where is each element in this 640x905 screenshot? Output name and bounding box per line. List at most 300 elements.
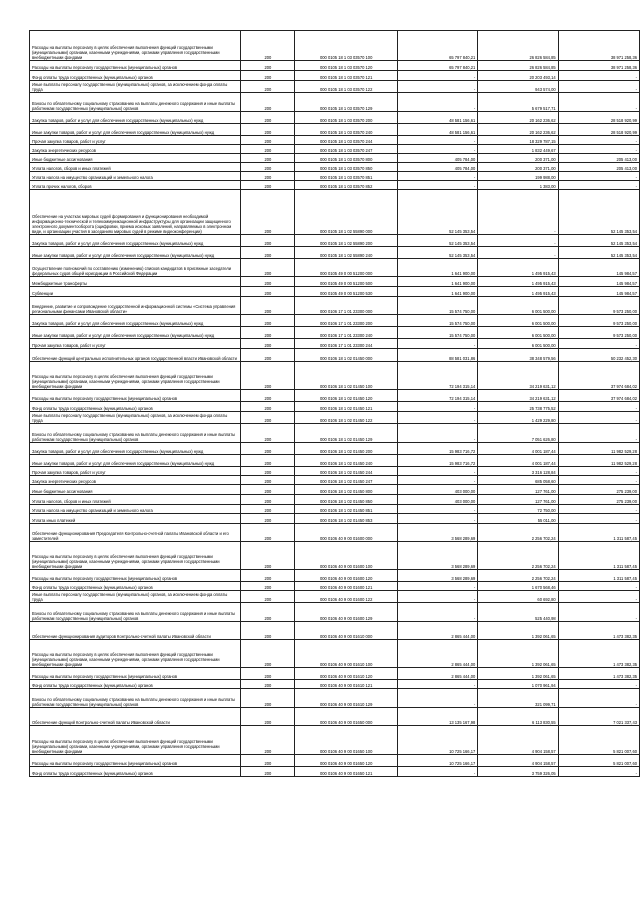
row-classification-code: 000 0106 40 9 00 01610 129	[295, 689, 397, 708]
row-name: Обеспечение функций Контрольно-счетной палаты Ивановской области	[30, 708, 241, 726]
row-name: Расходы на выплаты персоналу в целях обеспечения выполнения функций государственными (муниципальными) органами, казенными учреждениями, органами управления государственными внебюджетными фондами	[30, 362, 241, 390]
row-classification-code: 000 0105 49 0 00 51200 530	[295, 287, 397, 297]
row-approved-value: -	[397, 424, 477, 443]
row-unexecuted-value: 145 984,57	[558, 277, 639, 287]
row-executed-value: 127 761,00	[478, 485, 558, 495]
row-name: Расходы на выплаты персоналу в целях обеспечения выполнения функций государственными (муниципальными) органами, казенными учреждениями, органами управления государственными внебюджетными фондами	[30, 542, 241, 570]
row-unexecuted-value: 5 821 007,60	[558, 726, 639, 755]
row-line-code: 200	[241, 172, 295, 181]
row-classification-code: 000 0105 18 1 02 55890 200	[295, 235, 397, 247]
row-classification-code: 000 0106 18 1 02 01450 120	[295, 390, 397, 402]
table-row	[30, 145, 640, 154]
row-line-code: 200	[241, 485, 295, 495]
row-name: Закупка энергетических ресурсов	[30, 145, 241, 154]
row-name: Внедрение, развитие и сопровождение государственной информационной системы «Система управления региональными финансами Ивановской области»	[30, 297, 241, 315]
row-approved-value: 405 784,00	[397, 163, 477, 172]
row-line-code: 200	[241, 424, 295, 443]
row-line-code: 200	[241, 71, 295, 81]
row-classification-code: 000 0106 18 1 02 01450 100	[295, 362, 397, 390]
table-row	[30, 190, 640, 235]
row-line-code: 200	[241, 349, 295, 362]
row-name: Обеспечение на участках мировых судей формирования и функционирования необходимой информационно-технической и телекоммуникационной инфраструктуры для организации защищенного электронного документооборота (оцифровки, приема исковых заявлений, направляемых в электронном виде, и организации участия в заседаниях мировых судей в режиме видеоконференции)	[30, 190, 241, 235]
row-line-code: 200	[241, 181, 295, 190]
row-name: Расходы на выплаты персоналу в целях обеспечения выполнения функций государственными (муниципальными) органами, казенными учреждениями, органами управления государственными внебюджетными фондами	[30, 640, 241, 668]
row-name: Осуществление полномочий по составлению (изменению) списков кандидатов в присяжные заседатели федеральных судов общей юрисдикции в Российской Федерации	[30, 259, 241, 277]
row-name: Расходы на выплаты персоналу государственных (муниципальных) органов	[30, 570, 241, 582]
row-classification-code: 000 0106 40 9 00 01650 100	[295, 726, 397, 755]
row-classification-code: 000 0106 40 9 00 01600 100	[295, 542, 397, 570]
row-line-code: 200	[241, 412, 295, 424]
row-unexecuted-value: 145 984,57	[558, 287, 639, 297]
row-approved-value: -	[397, 412, 477, 424]
row-name: Прочая закупка товаров, работ и услуг	[30, 467, 241, 476]
row-executed-value: 6 001 500,00	[478, 297, 558, 315]
row-line-code: 200	[241, 443, 295, 455]
row-executed-value: 72 750,00	[478, 505, 558, 514]
row-line-code: 200	[241, 362, 295, 390]
row-name: Расходы на выплаты персоналу в целях обеспечения выполнения функций государственными (муниципальными) органами, казенными учреждениями, органами управления государственными внебюджетными фондами	[30, 31, 241, 61]
row-name: Уплата налога на имущество организаций и земельного налога	[30, 505, 241, 514]
row-unexecuted-value: 275 239,00	[558, 485, 639, 495]
row-classification-code: 000 0105 18 1 03 03570 247	[295, 145, 397, 154]
row-executed-value: 4 904 158,57	[478, 726, 558, 755]
row-line-code: 200	[241, 190, 295, 235]
row-line-code: 200	[241, 467, 295, 476]
table-row	[30, 315, 640, 327]
row-executed-value: 1 495 915,43	[478, 287, 558, 297]
row-unexecuted-value: 37 974 684,02	[558, 362, 639, 390]
row-executed-value: 1 495 915,43	[478, 259, 558, 277]
table-row	[30, 755, 640, 767]
row-line-code: 200	[241, 235, 295, 247]
row-unexecuted-value: -	[558, 81, 639, 93]
row-unexecuted-value: -	[558, 680, 639, 689]
table-row	[30, 455, 640, 467]
row-approved-value: 403 000,00	[397, 495, 477, 505]
row-name: Закупка товаров, работ и услуг для обеспечения государственных (муниципальных) нужд	[30, 235, 241, 247]
row-name: Фонд оплаты труда государственных (муниципальных) органов	[30, 767, 241, 777]
row-unexecuted-value: 28 518 920,99	[558, 112, 639, 124]
row-classification-code: 000 0106 18 1 02 01450 800	[295, 485, 397, 495]
row-approved-value: 52 145 353,54	[397, 235, 477, 247]
row-approved-value: -	[397, 476, 477, 485]
row-unexecuted-value: 38 971 258,36	[558, 31, 639, 61]
row-approved-value: -	[397, 582, 477, 591]
row-executed-value: 199 988,00	[478, 172, 558, 181]
row-executed-value: 1 392 061,65	[478, 640, 558, 668]
row-name: Фонд оплаты труда государственных (муниципальных) органов	[30, 680, 241, 689]
row-executed-value: 1 832 449,67	[478, 145, 558, 154]
row-approved-value: -	[397, 603, 477, 622]
row-line-code: 200	[241, 287, 295, 297]
row-approved-value: -	[397, 71, 477, 81]
table-row	[30, 591, 640, 603]
row-unexecuted-value: 1 311 587,45	[558, 542, 639, 570]
row-approved-value: 15 574 750,00	[397, 315, 477, 327]
table-row	[30, 61, 640, 71]
row-classification-code: 000 0106 40 9 00 01650 000	[295, 708, 397, 726]
row-unexecuted-value: 52 145 353,54	[558, 190, 639, 235]
row-line-code: 200	[241, 259, 295, 277]
row-line-code: 200	[241, 136, 295, 145]
row-name: Иные закупки товаров, работ и услуг для обеспечения государственных (муниципальных) нужд	[30, 247, 241, 259]
row-unexecuted-value: -	[558, 514, 639, 524]
row-unexecuted-value: -	[558, 339, 639, 349]
row-classification-code: 000 0106 40 9 00 01610 121	[295, 680, 397, 689]
row-approved-value: -	[397, 767, 477, 777]
row-unexecuted-value: 37 974 684,02	[558, 390, 639, 402]
row-line-code: 200	[241, 495, 295, 505]
row-classification-code: 000 0106 17 1 01 23300 000	[295, 297, 397, 315]
table-row	[30, 668, 640, 680]
row-classification-code: 000 0105 18 1 03 03570 851	[295, 172, 397, 181]
row-unexecuted-value: -	[558, 689, 639, 708]
table-row	[30, 235, 640, 247]
row-unexecuted-value: -	[558, 582, 639, 591]
row-line-code: 200	[241, 93, 295, 112]
table-row	[30, 112, 640, 124]
table-row	[30, 640, 640, 668]
row-classification-code: 000 0105 18 1 03 03570 852	[295, 181, 397, 190]
row-line-code: 200	[241, 390, 295, 402]
row-approved-value: -	[397, 339, 477, 349]
row-approved-value: 15 574 750,00	[397, 297, 477, 315]
row-approved-value: 48 581 156,61	[397, 124, 477, 136]
row-line-code: 200	[241, 455, 295, 467]
row-unexecuted-value: 9 573 250,00	[558, 327, 639, 339]
table-row	[30, 443, 640, 455]
row-executed-value: 1 392 061,65	[478, 622, 558, 640]
row-executed-value: 60 692,80	[478, 591, 558, 603]
row-classification-code: 000 0105 18 1 03 03570 800	[295, 154, 397, 163]
row-classification-code: 000 0106 18 1 02 01450 000	[295, 349, 397, 362]
row-name: Прочая закупка товаров, работ и услуг	[30, 136, 241, 145]
row-line-code: 200	[241, 31, 295, 61]
row-line-code: 200	[241, 112, 295, 124]
row-unexecuted-value: -	[558, 476, 639, 485]
table-row	[30, 582, 640, 591]
row-approved-value: 13 135 167,98	[397, 708, 477, 726]
row-approved-value: -	[397, 591, 477, 603]
row-approved-value: 3 568 289,69	[397, 570, 477, 582]
row-line-code: 200	[241, 603, 295, 622]
row-executed-value: 34 219 631,12	[478, 390, 558, 402]
row-approved-value: 405 784,00	[397, 154, 477, 163]
row-unexecuted-value: 38 971 258,36	[558, 61, 639, 71]
row-name: Фонд оплаты труда государственных (муниципальных) органов	[30, 582, 241, 591]
table-row	[30, 362, 640, 390]
row-executed-value: 7 051 626,80	[478, 424, 558, 443]
row-classification-code: 000 0105 18 1 03 03570 244	[295, 136, 397, 145]
row-line-code: 200	[241, 297, 295, 315]
row-executed-value: 127 761,00	[478, 495, 558, 505]
row-name: Иные выплаты персоналу государственных (муниципальных) органов, за исключением фонда оплаты труда	[30, 412, 241, 424]
row-unexecuted-value: -	[558, 402, 639, 412]
row-approved-value: -	[397, 136, 477, 145]
row-name: Расходы на выплаты персоналу государственных (муниципальных) органов	[30, 390, 241, 402]
row-line-code: 200	[241, 767, 295, 777]
table-row	[30, 485, 640, 495]
row-executed-value: 4 001 187,44	[478, 443, 558, 455]
row-classification-code: 000 0106 40 9 00 01610 000	[295, 622, 397, 640]
table-row	[30, 424, 640, 443]
row-approved-value: 15 983 716,72	[397, 455, 477, 467]
row-executed-value: -	[478, 247, 558, 259]
row-line-code: 200	[241, 163, 295, 172]
row-classification-code: 000 0105 18 1 02 55890 000	[295, 190, 397, 235]
row-name: Закупка товаров, работ и услуг для обеспечения государственных (муниципальных) нужд	[30, 315, 241, 327]
row-executed-value: 1 670 568,46	[478, 582, 558, 591]
row-classification-code: 000 0106 18 1 02 01450 850	[295, 495, 397, 505]
table-row	[30, 181, 640, 190]
row-unexecuted-value: -	[558, 145, 639, 154]
row-line-code: 200	[241, 315, 295, 327]
row-executed-value: 3 316 128,84	[478, 467, 558, 476]
row-classification-code: 000 0106 40 9 00 01600 000	[295, 524, 397, 542]
row-approved-value: 10 725 166,17	[397, 755, 477, 767]
table-row	[30, 172, 640, 181]
row-executed-value: -	[478, 235, 558, 247]
row-classification-code: 000 0105 18 1 03 03570 200	[295, 112, 397, 124]
row-approved-value: 15 983 716,72	[397, 443, 477, 455]
row-line-code: 200	[241, 277, 295, 287]
row-unexecuted-value: 52 145 353,54	[558, 235, 639, 247]
row-approved-value: -	[397, 93, 477, 112]
row-name: Уплата иных платежей	[30, 514, 241, 524]
row-line-code: 200	[241, 755, 295, 767]
row-executed-value: 26 826 584,85	[478, 61, 558, 71]
row-line-code: 200	[241, 591, 295, 603]
row-approved-value: 65 797 840,21	[397, 61, 477, 71]
row-executed-value: 6 001 500,00	[478, 339, 558, 349]
row-executed-value: 2 256 702,24	[478, 570, 558, 582]
expenditure-table-body	[30, 31, 640, 777]
row-approved-value: 52 145 353,54	[397, 190, 477, 235]
row-line-code: 200	[241, 81, 295, 93]
table-row	[30, 476, 640, 485]
row-name: Закупка товаров, работ и услуг для обеспечения государственных (муниципальных) нужд	[30, 112, 241, 124]
row-name: Расходы на выплаты персоналу государственных (муниципальных) органов	[30, 755, 241, 767]
row-classification-code: 000 0105 18 1 03 03570 240	[295, 124, 397, 136]
row-approved-value: 48 581 156,61	[397, 112, 477, 124]
row-line-code: 200	[241, 726, 295, 755]
row-classification-code: 000 0105 18 1 03 03570 850	[295, 163, 397, 172]
row-executed-value: 3 759 326,05	[478, 767, 558, 777]
row-executed-value: 943 574,00	[478, 81, 558, 93]
row-unexecuted-value: 1 311 587,45	[558, 524, 639, 542]
row-classification-code: 000 0106 40 9 00 01610 120	[295, 668, 397, 680]
row-unexecuted-value: 7 021 337,43	[558, 708, 639, 726]
row-unexecuted-value: -	[558, 181, 639, 190]
row-name: Уплата налогов, сборов и иных платежей	[30, 163, 241, 172]
row-unexecuted-value: -	[558, 505, 639, 514]
row-unexecuted-value: -	[558, 412, 639, 424]
table-row	[30, 349, 640, 362]
row-unexecuted-value: 145 984,57	[558, 259, 639, 277]
row-name: Закупка товаров, работ и услуг для обеспечения государственных (муниципальных) нужд	[30, 443, 241, 455]
row-classification-code: 000 0106 18 1 02 01450 240	[295, 455, 397, 467]
row-name: Расходы на выплаты персоналу государственных (муниципальных) органов	[30, 61, 241, 71]
table-row	[30, 136, 640, 145]
row-unexecuted-value: 205 413,00	[558, 154, 639, 163]
row-classification-code: 000 0106 18 1 02 01450 853	[295, 514, 397, 524]
row-unexecuted-value: -	[558, 136, 639, 145]
row-name: Закупка энергетических ресурсов	[30, 476, 241, 485]
row-name: Иные закупки товаров, работ и услуг для обеспечения государственных (муниципальных) нужд	[30, 124, 241, 136]
row-approved-value: 88 581 031,86	[397, 349, 477, 362]
row-line-code: 200	[241, 524, 295, 542]
row-executed-value: 525 440,98	[478, 603, 558, 622]
table-row	[30, 71, 640, 81]
row-approved-value: -	[397, 145, 477, 154]
table-row	[30, 390, 640, 402]
row-classification-code: 000 0105 18 1 02 55890 240	[295, 247, 397, 259]
row-approved-value: 72 194 315,14	[397, 362, 477, 390]
row-approved-value: 10 725 166,17	[397, 726, 477, 755]
row-classification-code: 000 0105 49 0 00 51200 000	[295, 259, 397, 277]
row-classification-code: 000 0106 18 1 02 01450 122	[295, 412, 397, 424]
row-name: Расходы на выплаты персоналу в целях обеспечения выполнения функций государственными (муниципальными) органами, казенными учреждениями, органами управления государственными внебюджетными фондами	[30, 726, 241, 755]
table-row	[30, 259, 640, 277]
row-approved-value: -	[397, 172, 477, 181]
row-name: Уплата прочих налогов, сборов	[30, 181, 241, 190]
row-executed-value: 18 329 787,15	[478, 136, 558, 145]
row-name: Фонд оплаты труда государственных (муниципальных) органов	[30, 71, 241, 81]
row-classification-code: 000 0105 18 1 03 03570 100	[295, 31, 397, 61]
row-name: Обеспечение функций центральных исполнительных органов государственной власти Ивановской области	[30, 349, 241, 362]
row-unexecuted-value: 28 518 920,99	[558, 124, 639, 136]
table-row	[30, 154, 640, 163]
row-name: Иные выплаты персоналу государственных (муниципальных) органов, за исключением фонда оплаты труда	[30, 591, 241, 603]
row-classification-code: 000 0106 18 1 02 01450 121	[295, 402, 397, 412]
row-executed-value: 6 001 500,00	[478, 327, 558, 339]
row-name: Взносы по обязательному социальному страхованию на выплаты денежного содержания и иные выплаты работникам государственных (муниципальных) органов	[30, 689, 241, 708]
table-row	[30, 514, 640, 524]
table-row	[30, 689, 640, 708]
row-approved-value: -	[397, 81, 477, 93]
row-line-code: 200	[241, 505, 295, 514]
row-executed-value: 6 001 500,00	[478, 315, 558, 327]
table-row	[30, 247, 640, 259]
row-approved-value: -	[397, 181, 477, 190]
table-row	[30, 81, 640, 93]
row-executed-value: 1 495 915,43	[478, 277, 558, 287]
row-executed-value: 5 679 517,71	[478, 93, 558, 112]
table-row	[30, 277, 640, 287]
row-executed-value: 2 256 702,24	[478, 524, 558, 542]
table-row	[30, 767, 640, 777]
row-name: Субвенции	[30, 287, 241, 297]
row-unexecuted-value: 11 982 529,28	[558, 443, 639, 455]
row-name: Уплата налога на имущество организаций и земельного налога	[30, 172, 241, 181]
row-executed-value: 34 219 631,12	[478, 362, 558, 390]
row-classification-code: 000 0105 18 1 03 03570 121	[295, 71, 397, 81]
row-approved-value: 1 641 900,00	[397, 277, 477, 287]
row-classification-code: 000 0106 17 1 01 23300 240	[295, 327, 397, 339]
row-approved-value: 3 568 289,69	[397, 542, 477, 570]
row-approved-value: -	[397, 402, 477, 412]
row-approved-value: 52 145 353,54	[397, 247, 477, 259]
row-unexecuted-value: 9 573 250,00	[558, 315, 639, 327]
row-name: Иные закупки товаров, работ и услуг для обеспечения государственных (муниципальных) нужд	[30, 455, 241, 467]
row-classification-code: 000 0106 18 1 02 01450 129	[295, 424, 397, 443]
row-executed-value: 20 162 236,62	[478, 124, 558, 136]
row-line-code: 200	[241, 542, 295, 570]
row-executed-value: 20 203 493,14	[478, 71, 558, 81]
row-approved-value: 1 641 900,00	[397, 259, 477, 277]
row-name: Расходы на выплаты персоналу государственных (муниципальных) органов	[30, 668, 241, 680]
row-unexecuted-value: 9 573 250,00	[558, 297, 639, 315]
row-name: Иные закупки товаров, работ и услуг для обеспечения государственных (муниципальных) нужд	[30, 327, 241, 339]
row-executed-value: 38 348 579,56	[478, 349, 558, 362]
row-classification-code: 000 0106 18 1 02 01450 851	[295, 505, 397, 514]
row-line-code: 200	[241, 622, 295, 640]
row-classification-code: 000 0105 18 1 03 03570 120	[295, 61, 397, 71]
row-classification-code: 000 0106 17 1 01 23300 200	[295, 315, 397, 327]
row-approved-value: -	[397, 505, 477, 514]
row-line-code: 200	[241, 668, 295, 680]
row-line-code: 200	[241, 339, 295, 349]
row-classification-code: 000 0106 40 9 00 01600 122	[295, 591, 397, 603]
table-row	[30, 708, 640, 726]
table-row	[30, 680, 640, 689]
table-row	[30, 570, 640, 582]
row-classification-code: 000 0105 18 1 03 03570 129	[295, 93, 397, 112]
table-row	[30, 505, 640, 514]
row-executed-value: 1 392 061,65	[478, 668, 558, 680]
row-executed-value: 1 383,00	[478, 181, 558, 190]
row-classification-code: 000 0106 18 1 02 01450 200	[295, 443, 397, 455]
row-approved-value: 2 865 444,00	[397, 668, 477, 680]
row-classification-code: 000 0105 49 0 00 51200 500	[295, 277, 397, 287]
row-name: Иные выплаты персоналу государственных (муниципальных) органов, за исключением фонда оплаты труда	[30, 81, 241, 93]
row-line-code: 200	[241, 327, 295, 339]
row-approved-value: 65 797 840,21	[397, 31, 477, 61]
table-row	[30, 622, 640, 640]
row-line-code: 200	[241, 124, 295, 136]
row-classification-code: 000 0106 40 9 00 01610 100	[295, 640, 397, 668]
row-unexecuted-value: 1 473 382,35	[558, 622, 639, 640]
row-name: Прочая закупка товаров, работ и услуг	[30, 339, 241, 349]
row-classification-code: 000 0106 17 1 01 23300 244	[295, 339, 397, 349]
row-line-code: 200	[241, 680, 295, 689]
table-row	[30, 31, 640, 61]
row-executed-value: 4 001 187,44	[478, 455, 558, 467]
row-executed-value: -	[478, 190, 558, 235]
row-classification-code: 000 0106 40 9 00 01600 121	[295, 582, 397, 591]
row-line-code: 200	[241, 247, 295, 259]
row-line-code: 200	[241, 61, 295, 71]
row-unexecuted-value: -	[558, 467, 639, 476]
row-unexecuted-value: 52 145 353,54	[558, 247, 639, 259]
row-executed-value: 4 904 158,57	[478, 755, 558, 767]
row-unexecuted-value: 11 982 529,28	[558, 455, 639, 467]
row-approved-value: 403 000,00	[397, 485, 477, 495]
row-line-code: 200	[241, 154, 295, 163]
row-line-code: 200	[241, 570, 295, 582]
row-line-code: 200	[241, 514, 295, 524]
row-approved-value: -	[397, 680, 477, 689]
row-unexecuted-value: 5 821 007,60	[558, 755, 639, 767]
row-approved-value: -	[397, 689, 477, 708]
row-executed-value: 2 256 702,24	[478, 542, 558, 570]
table-row	[30, 163, 640, 172]
row-unexecuted-value: -	[558, 71, 639, 81]
row-line-code: 200	[241, 689, 295, 708]
table-row	[30, 726, 640, 755]
row-line-code: 200	[241, 402, 295, 412]
table-row	[30, 495, 640, 505]
